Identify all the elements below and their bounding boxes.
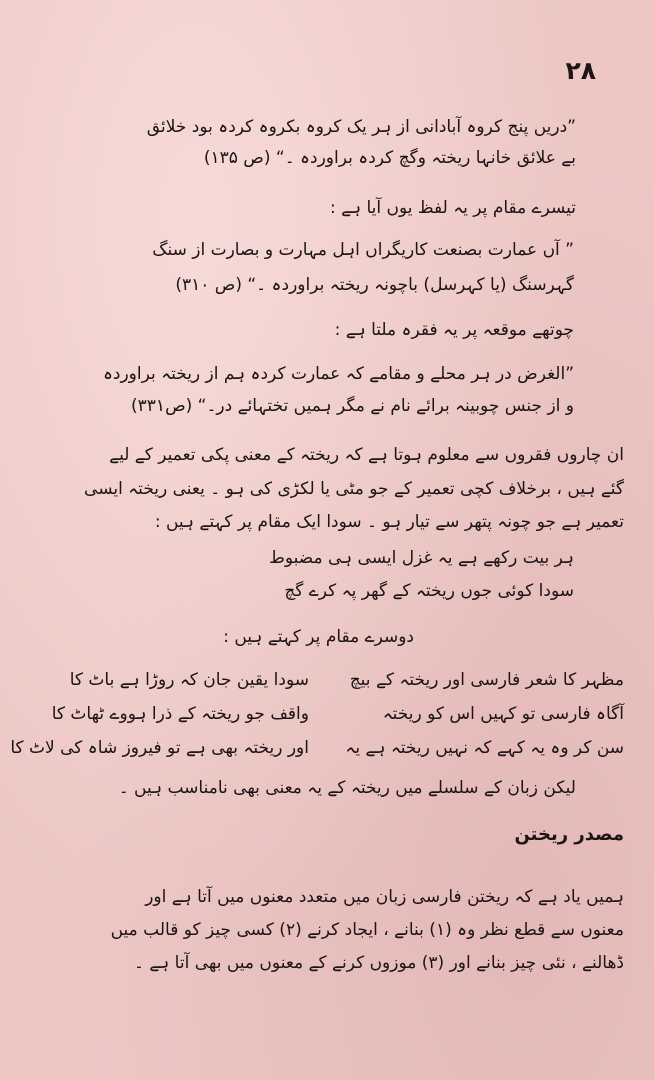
- intro2: تیسرے مقام پر یہ لفظ یوں آیا ہے :: [329, 198, 576, 218]
- quote2-line2: گہرسنگ (یا کہرسل) باچونہ ریختہ براوردہ ۔“ (ص ۳۱۰): [175, 275, 574, 295]
- para3-line3: ڈھالنے ، نئی چیز بنانے اور (۳) موزوں کرنے کے معنوں میں بھی آتا ہے ۔: [133, 953, 624, 973]
- para1-line2: گئے ہیں ، برخلاف کچی تعمیر کے جو مٹی یا لکڑی کی ہو ۔ یعنی ریختہ ایسی: [84, 479, 624, 499]
- verse-left-line1: سودا یقین جان کہ روڑا ہے باٹ کا: [69, 670, 309, 690]
- quote3-line1: ”الغرض در ہر محلے و مقامے کہ عمارت کردہ ہم از ریختہ براوردہ: [102, 364, 574, 384]
- verse-left-line3: اور ریختہ بھی ہے تو فیروز شاہ کی لاٹ کا: [10, 738, 309, 758]
- para3-line1: ہمیں یاد ہے کہ ریختن فارسی زبان میں متعدد معنوں میں آتا ہے اور: [145, 887, 624, 907]
- intro3: چوتھے موقعہ پر یہ فقرہ ملتا ہے :: [334, 320, 574, 340]
- verse-left-line2: واقف جو ریختہ کے ذرا ہووے ٹھاٹ کا: [51, 704, 309, 724]
- verse-right-line2: آگاہ فارسی تو کہیں اس کو ریختہ: [382, 704, 624, 724]
- verse-right-line1: مظہر کا شعر فارسی اور ریختہ کے بیچ: [349, 670, 624, 690]
- quote3-line2: و از جنس چوبینہ برائے نام نے مگر ہمیں تختہائے در۔“ (ص۳۳۱): [131, 396, 574, 416]
- quote2-line1: ” آں عمارت بصنعت کاریگراں اہل مہارت و بصارت از سنگ: [152, 240, 574, 260]
- section-heading: مصدر ریختن: [514, 824, 624, 845]
- page-number: ۲۸: [565, 56, 596, 85]
- intro4: دوسرے مقام پر کہتے ہیں :: [223, 627, 414, 647]
- quote1-line1: ”دریں پنج کروہ آبادانی از ہر یک کروہ بکروہ کردہ بود خلائق: [146, 117, 576, 137]
- para2: لیکن زبان کے سلسلے میں ریختہ کے یہ معنی بھی نامناسب ہیں ۔: [118, 778, 576, 798]
- para1-line1: ان چاروں فقروں سے معلوم ہوتا ہے کہ ریختہ کے معنی پکی تعمیر کے لیے: [109, 445, 624, 465]
- couplet1-line1: ہر بیت رکھے ہے یہ غزل ایسی ہی مضبوط: [269, 548, 574, 568]
- verse-right-line3: سن کر وہ یہ کہے کہ نہیں ریختہ ہے یہ: [345, 738, 624, 758]
- para1-line3: تعمیر ہے جو چونہ پتھر سے تیار ہو ۔ سودا ایک مقام پر کہتے ہیں :: [154, 512, 624, 532]
- para3-line2: معنوں سے قطع نظر وہ (۱) بنانے ، ایجاد کرنے (۲) کسی چیز کو قالب میں: [110, 920, 624, 940]
- quote1-line2: بے علائق خانہا ریختہ وگچ کردہ براوردہ ۔“ (ص ۱۳۵): [203, 148, 576, 168]
- couplet1-line2: سودا کوئی جوں ریختہ کے گھر پہ کرے گچ: [284, 581, 574, 601]
